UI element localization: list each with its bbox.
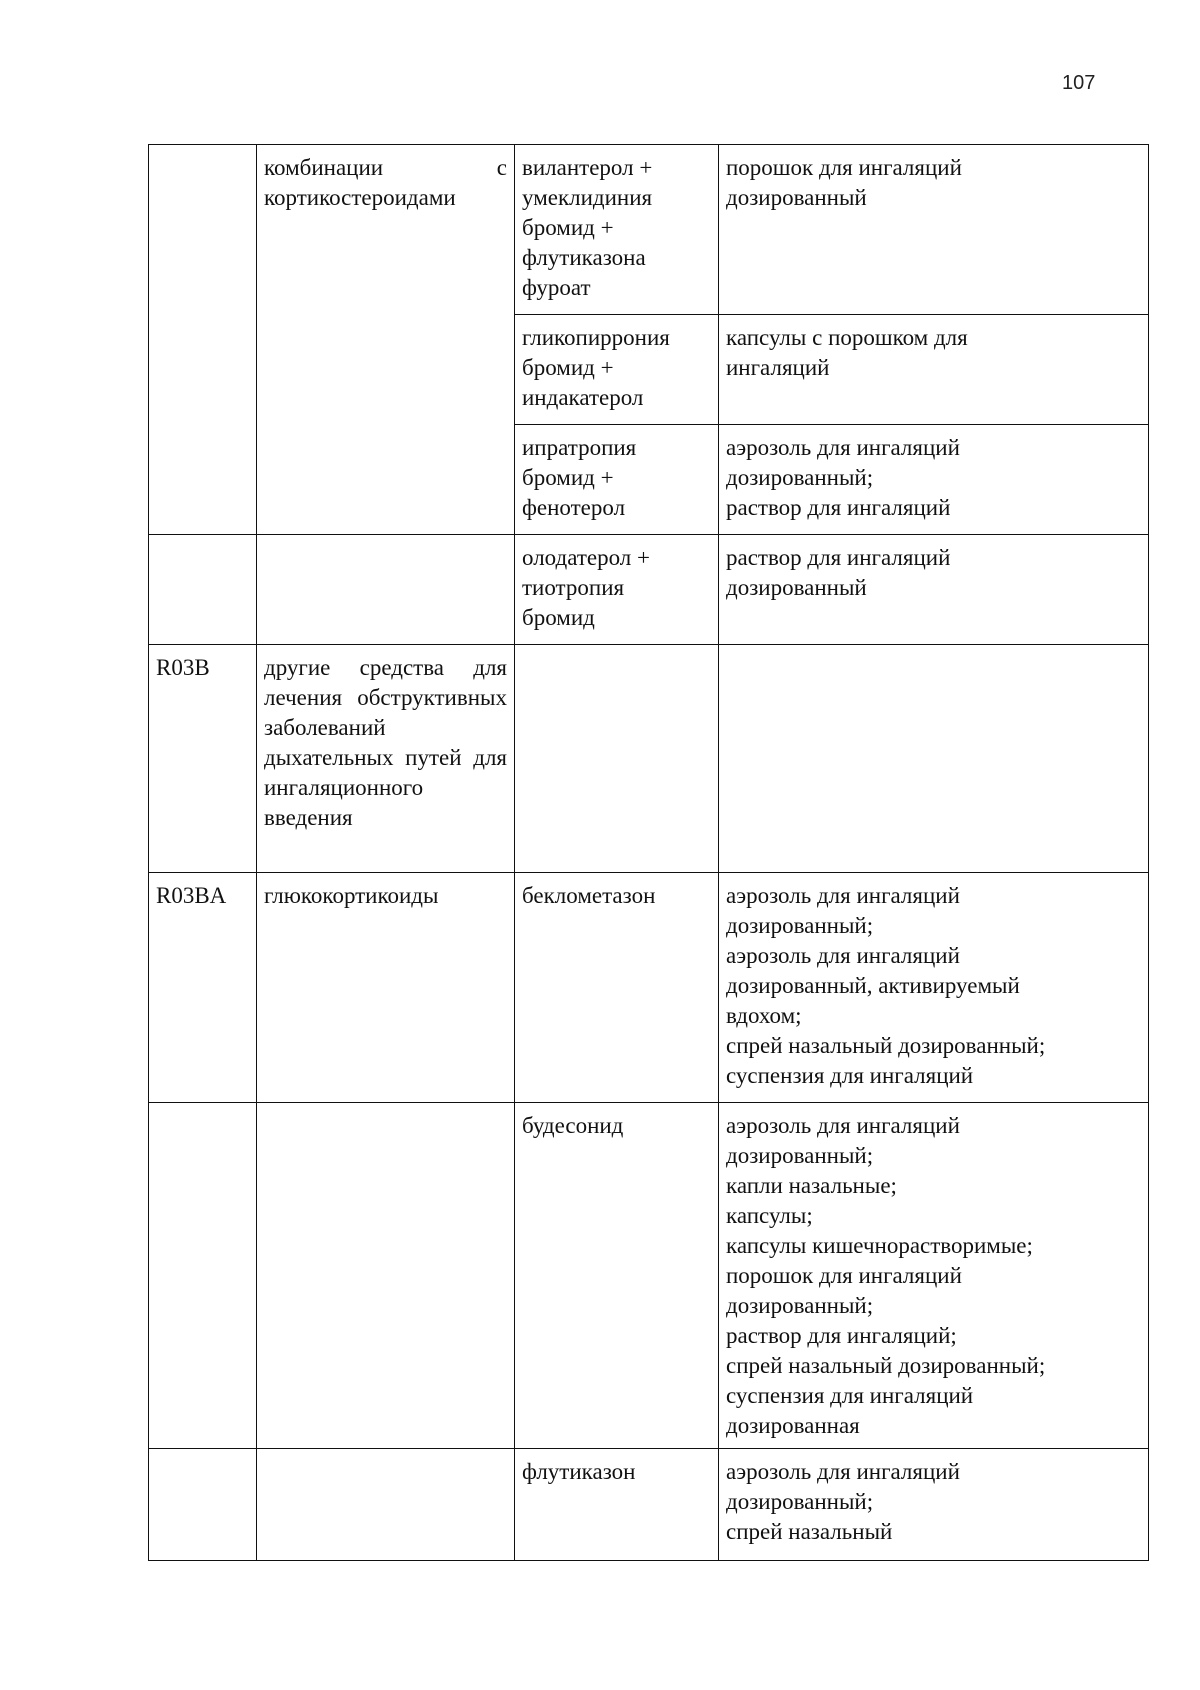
page-number: 107 bbox=[1062, 72, 1096, 94]
drug-cell: олодатерол + тиотропия бромид bbox=[515, 535, 719, 645]
atc-code-cell: R03B bbox=[149, 645, 257, 873]
table-row bbox=[149, 535, 1149, 645]
group-cell bbox=[257, 1103, 515, 1449]
group-cell: комбинации с кортикостероидами bbox=[257, 145, 515, 535]
drug-cell: гликопиррония бромид + индакатерол bbox=[515, 315, 719, 425]
table-row bbox=[149, 1449, 1149, 1561]
table-row bbox=[149, 645, 1149, 873]
drug-cell: будесонид bbox=[515, 1103, 719, 1449]
drug-cell: ипратропия бромид + фенотерол bbox=[515, 425, 719, 535]
form-cell: аэрозоль для ингаляций дозированный; спрей назальный bbox=[719, 1449, 1149, 1561]
form-cell bbox=[719, 645, 1149, 873]
atc-code-cell bbox=[149, 535, 257, 645]
table-row bbox=[149, 1103, 1149, 1449]
form-cell: аэрозоль для ингаляций дозированный; капли назальные; капсулы; капсулы кишечнорастворимые; порошок для ингаляций дозированный; раствор для ингаляций; спрей назальный дозированный; суспензия для ингаляций дозированная bbox=[719, 1103, 1149, 1449]
atc-code-cell bbox=[149, 1449, 257, 1561]
form-cell: аэрозоль для ингаляций дозированный; аэрозоль для ингаляций дозированный, активируемый вдохом; спрей назальный дозированный; суспензия для ингаляций bbox=[719, 873, 1149, 1103]
drug-table bbox=[148, 144, 1149, 1561]
table-row bbox=[149, 873, 1149, 1103]
drug-cell: флутиказон bbox=[515, 1449, 719, 1561]
form-cell: раствор для ингаляций дозированный bbox=[719, 535, 1149, 645]
drug-cell: вилантерол + умеклидиния бромид + флутиказона фуроат bbox=[515, 145, 719, 315]
form-cell: капсулы с порошком для ингаляций bbox=[719, 315, 1149, 425]
group-cell bbox=[257, 535, 515, 645]
drug-cell: беклометазон bbox=[515, 873, 719, 1103]
atc-code-cell: R03BA bbox=[149, 873, 257, 1103]
table-row bbox=[149, 145, 1149, 315]
atc-code-cell bbox=[149, 145, 257, 535]
form-cell: аэрозоль для ингаляций дозированный; раствор для ингаляций bbox=[719, 425, 1149, 535]
form-cell: порошок для ингаляций дозированный bbox=[719, 145, 1149, 315]
group-cell: глюкокортикоиды bbox=[257, 873, 515, 1103]
drug-cell bbox=[515, 645, 719, 873]
atc-code-cell bbox=[149, 1103, 257, 1449]
group-cell: другие средства для лечения обструктивных заболеваний дыхательных путей для ингаляционного введения bbox=[257, 645, 515, 873]
group-cell bbox=[257, 1449, 515, 1561]
